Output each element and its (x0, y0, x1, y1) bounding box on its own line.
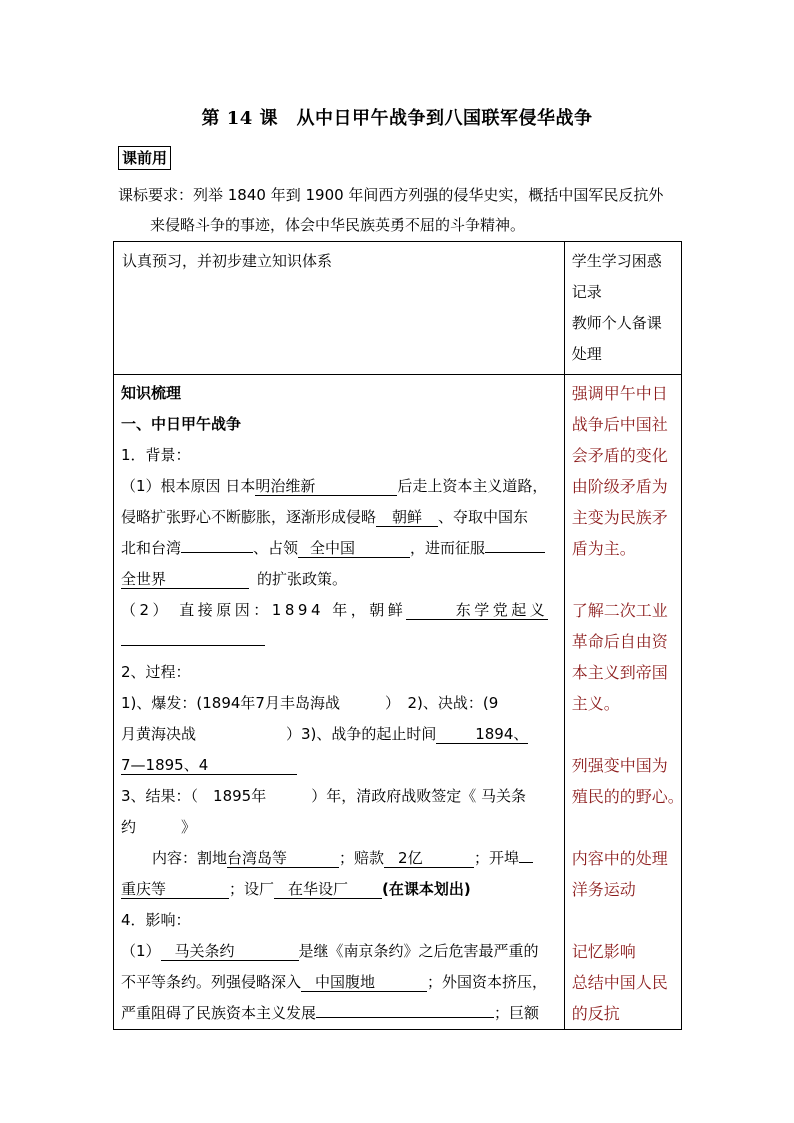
process-label: 2、过程： (121, 663, 191, 681)
impact-line (114, 967, 564, 998)
blank-answer: 重庆等 (121, 880, 229, 899)
blank-answer: 台湾岛等 (227, 849, 339, 868)
note-line: 由阶级矛盾为 (571, 477, 668, 496)
study-table (113, 241, 682, 1030)
prep-note-line: 处理 (571, 345, 602, 363)
content-row (114, 375, 682, 1030)
note-line: 了解二次工业 (571, 601, 668, 620)
note-line: 战争后中国社 (571, 415, 668, 434)
note-line: 主义。 (571, 694, 620, 713)
note-line (572, 564, 681, 595)
prep-instruction: 认真预习，并初步建立知识体系 (114, 242, 565, 375)
background-line (114, 533, 564, 564)
text: ；外国资本挤压， (427, 973, 548, 991)
blank-answer: 明治维新 (255, 477, 397, 496)
note-line: 革命后自由资 (571, 632, 668, 651)
note-line: 内容中的处理 (571, 849, 668, 868)
section-heading: 知识梳理 (121, 384, 182, 402)
note-line: 记忆影响 (571, 942, 636, 961)
text: 的扩张政策。 (257, 570, 348, 588)
requirement-line-2: 来侵略斗争的事迹，体会中华民族英勇不屈的斗争精神。 (150, 216, 526, 234)
note-line: 殖民的的野心。 (571, 787, 684, 806)
text: ；开埠 (474, 849, 520, 867)
background-label: 1．背景： (121, 446, 191, 464)
note-line: 主变为民族矛 (571, 508, 668, 527)
note-line: 本主义到帝国 (571, 663, 668, 682)
blank-answer (181, 552, 253, 553)
text: 、占领 (253, 539, 299, 557)
note-line: 强调甲午中日 (571, 384, 668, 403)
blank-answer: 马关条约 (161, 942, 299, 961)
text: （1）根本原因 日本 (121, 477, 256, 495)
terms-line (114, 843, 564, 874)
note-line: 洋务运动 (571, 880, 636, 899)
text: 严重阻碍了民族资本主义发展 (121, 1004, 317, 1022)
blank-answer: 1894、 (436, 725, 528, 744)
note-line (572, 812, 681, 843)
blank-answer (485, 552, 545, 553)
blank-answer: 中国腹地 (301, 973, 427, 992)
note-line (572, 719, 681, 750)
prep-row (114, 242, 682, 375)
text: 月黄海决战 ）3)、战争的起止时间 (121, 725, 437, 743)
subsection-heading: 一、中日甲午战争 (121, 415, 242, 433)
process-line: 1)、爆发：(1894年7月丰岛海战 ） 2)、决战：(9 (121, 694, 499, 712)
process-line (114, 719, 564, 750)
text: 、夺取中国东 (438, 508, 529, 526)
blank-answer: 在华设厂 (274, 880, 382, 899)
result-line: 约 》 (121, 818, 197, 836)
blank-answer (316, 1017, 494, 1018)
note-line (572, 905, 681, 936)
blank-answer: 全中国 (298, 539, 410, 558)
blank-answer (121, 645, 265, 646)
impact-label: 4．影响： (121, 911, 191, 929)
impact-line (114, 936, 564, 967)
requirement-line-1: 课标要求：列举 1840 年到 1900 年间西方列强的侵华史实，概括中国军民反抗外 (118, 186, 664, 204)
text: 侵略扩张野心不断膨胀，逐渐形成侵略 (121, 508, 377, 526)
blank-answer: 2亿 (384, 849, 474, 868)
text: ，进而征服 (410, 539, 486, 557)
page-title: 第 14 课 从中日甲午战争到八国联军侵华战争 (201, 108, 593, 129)
note-line: 会矛盾的变化 (571, 446, 668, 465)
result-line: 3、结果：（ 1895年 ）年，清政府战败签定《 马关条 (121, 787, 526, 805)
text: （2） 直接原因：1894 年，朝鲜 (121, 601, 407, 619)
background-line (114, 564, 564, 595)
root-cause-line (114, 471, 564, 502)
text: ；赔款 (339, 849, 385, 867)
knowledge-section (114, 375, 565, 1030)
note-line: 盾为主。 (571, 539, 636, 558)
blank-answer: 7—1895、4 (121, 756, 297, 775)
text: （1） (121, 942, 161, 960)
prep-note-line: 学生学习困惑 (571, 252, 662, 270)
note-line: 的反抗 (571, 1004, 620, 1023)
impact-line (114, 998, 564, 1029)
section-badge: 课前用 (118, 146, 171, 170)
note-line: 总结中国人民 (571, 973, 668, 992)
teacher-notes (564, 375, 684, 1030)
background-line (114, 502, 564, 533)
text: 内容：割地 (152, 849, 228, 867)
text: 后走上资本主义道路， (397, 477, 548, 495)
blank-answer (519, 862, 533, 863)
blank-answer: 东学党起义 (406, 601, 548, 620)
process-line (114, 750, 564, 781)
prep-note-line: 教师个人备课 (571, 314, 662, 332)
text: 是继《南京条约》之后危害最严重的 (298, 942, 539, 960)
prep-note-line: 记录 (571, 283, 602, 301)
direct-cause-line (114, 595, 564, 626)
text: ；设厂 (229, 880, 275, 898)
prep-notes-header (564, 242, 681, 375)
text: ；巨额 (494, 1004, 540, 1022)
text: 北和台湾 (121, 539, 182, 557)
note-line: 列强变中国为 (571, 756, 668, 775)
blank-line (114, 626, 564, 657)
text: 不平等条约。列强侵略深入 (121, 973, 302, 991)
blank-answer: 朝鲜 (376, 508, 438, 527)
factory-line (114, 874, 564, 905)
blank-answer: 全世界 (121, 570, 249, 589)
text: (在课本划出) (382, 880, 471, 898)
